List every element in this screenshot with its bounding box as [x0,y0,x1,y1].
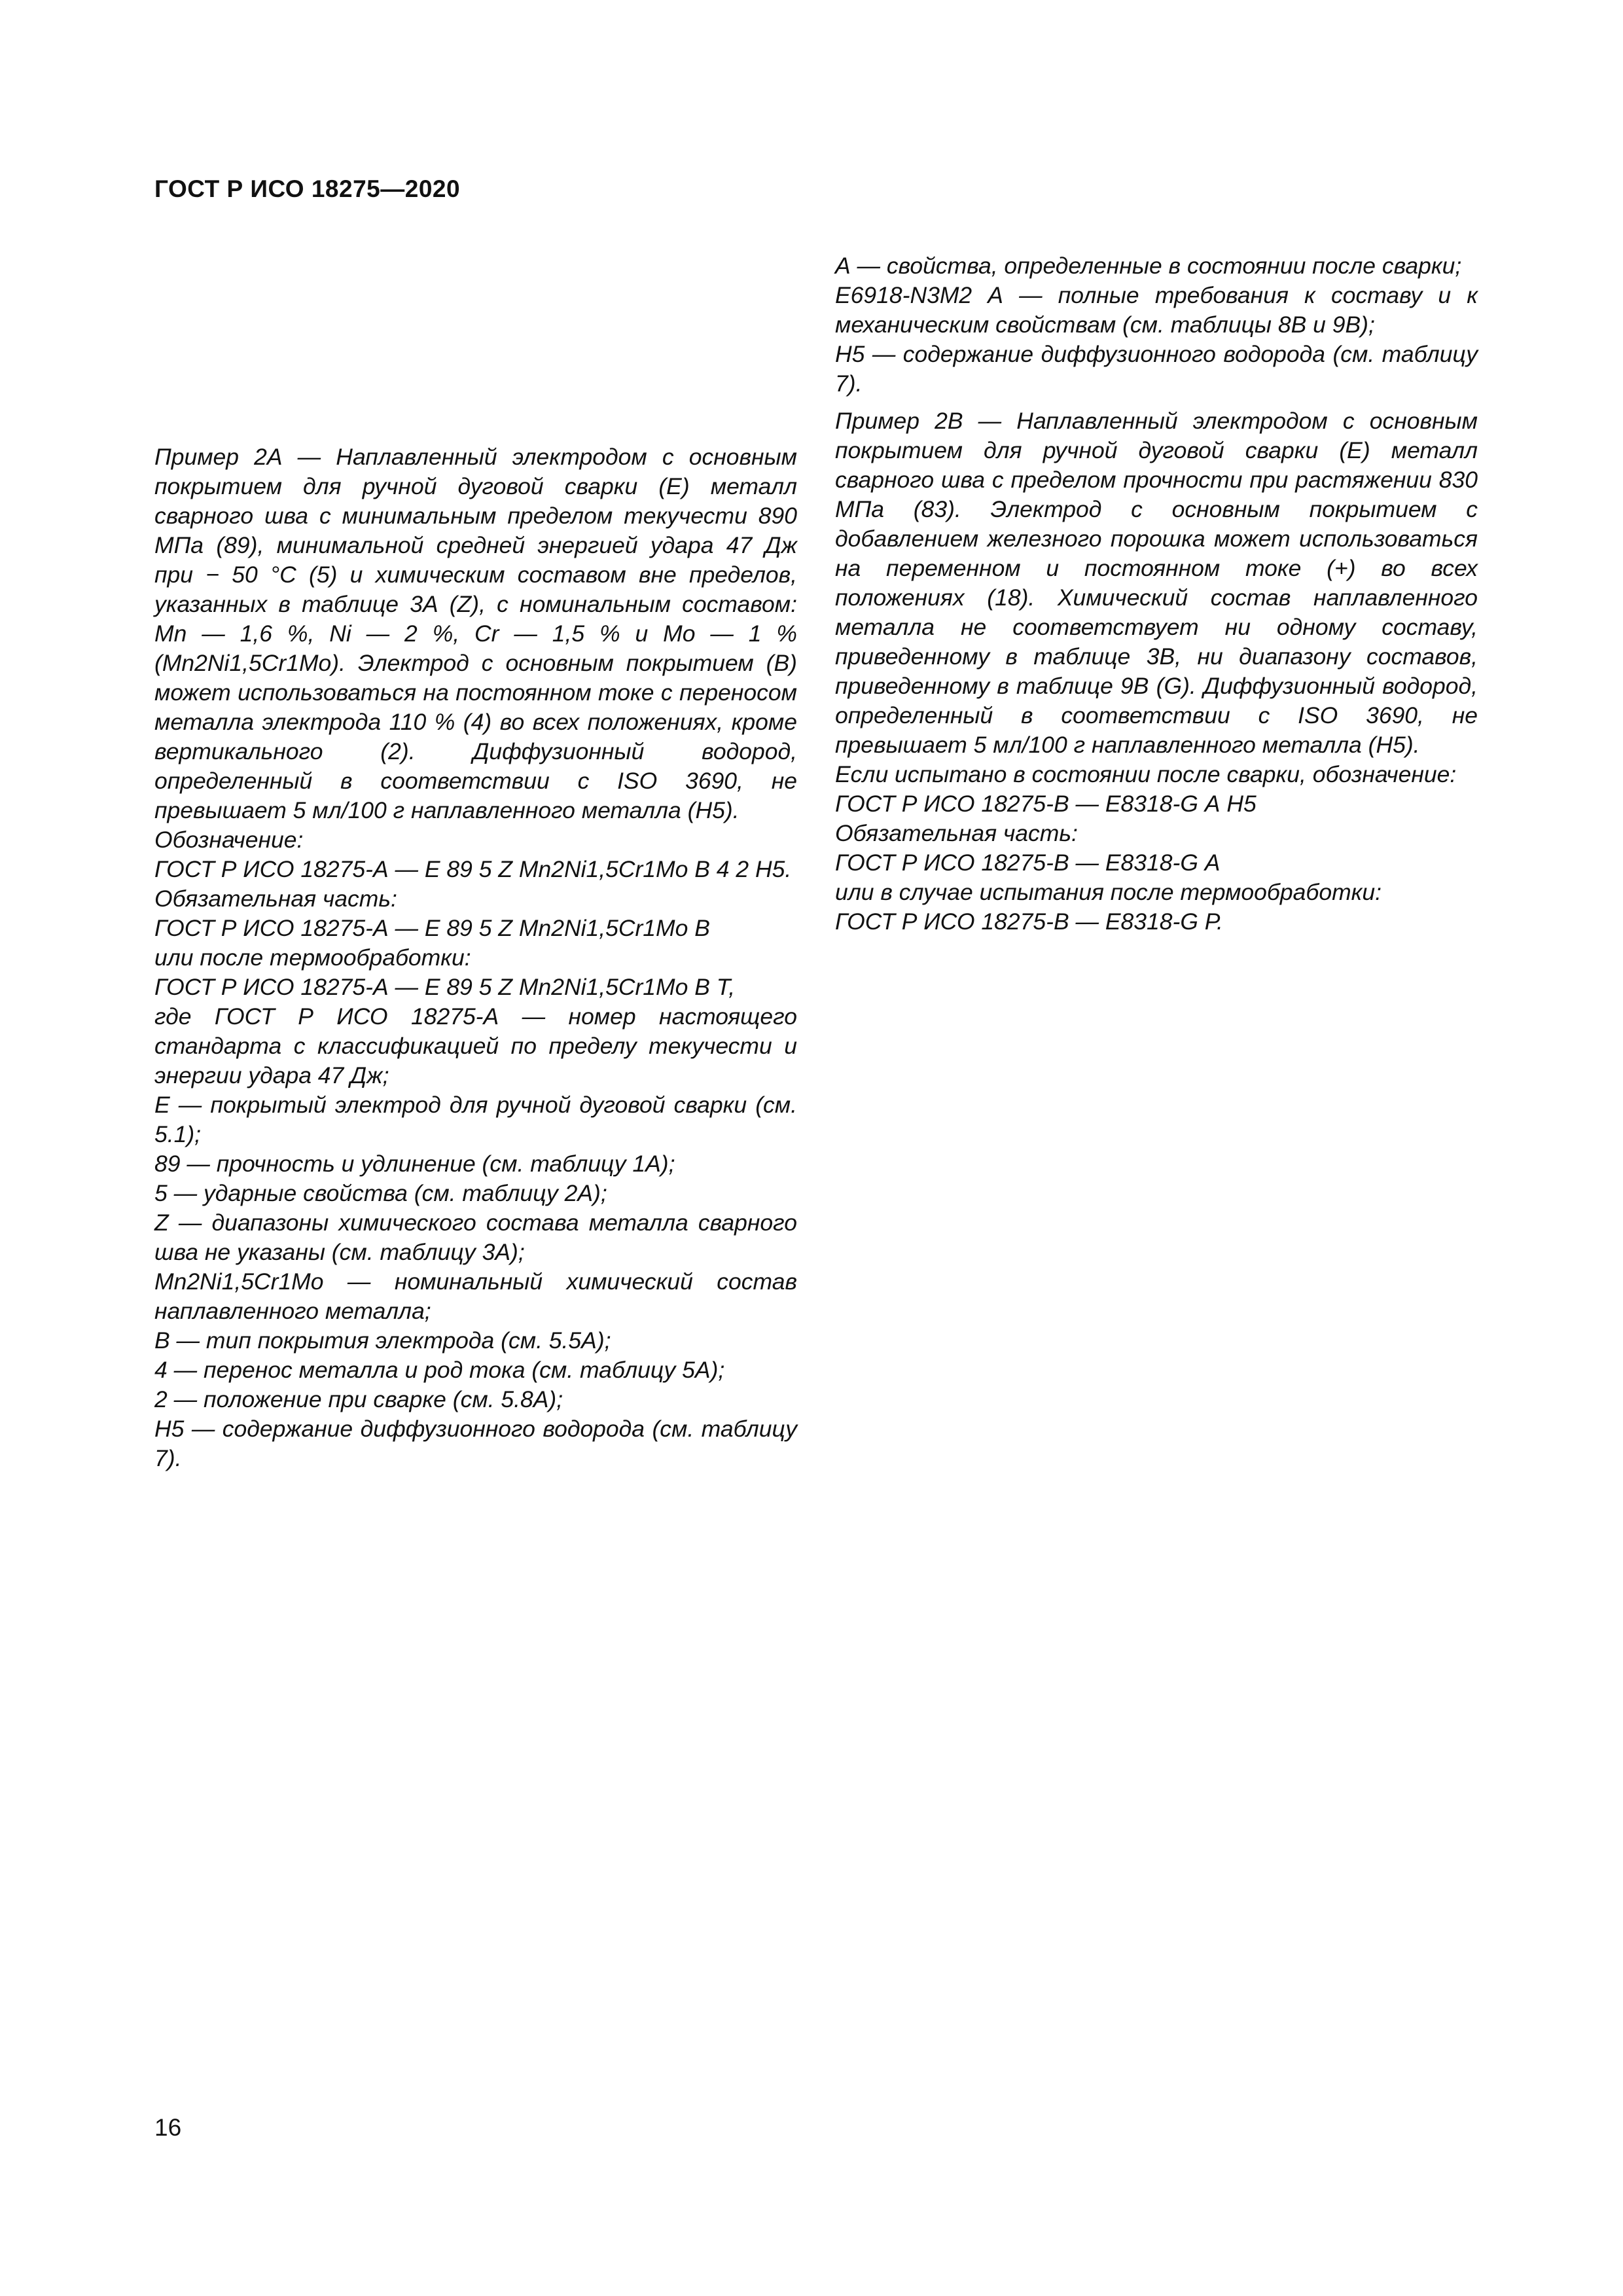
designation-full: ГОСТ Р ИСО 18275-А — Е 89 5 Z Mn2Ni1,5Cr1Mo В 4 2 Н5. [154,856,792,882]
designation-label: Обозначение: [154,827,304,853]
designation-mandatory: ГОСТ Р ИСО 18275-А — Е 89 5 Z Mn2Ni1,5Cr1Mo В [154,915,710,941]
legend-item: Е6918-N3М2 А — полные требования к составу и к механическим свойствам (см. таблицы 8В и 9В); [835,282,1478,338]
legend-item: где ГОСТ Р ИСО 18275-А — номер настоящего стандарта с классификацией по пределу текучести и энергии удара 47 Дж; [154,1003,797,1088]
designation-heat-treated: ГОСТ Р ИСО 18275-В — Е8318-G Р. [835,908,1223,935]
legend-item: А — свойства, определенные в состоянии после сварки; [835,253,1462,279]
after-heat-treatment-label: или в случае испытания после термообработки: [835,879,1382,905]
designation-mandatory: ГОСТ Р ИСО 18275-В — Е8318-G А [835,850,1221,876]
legend-item: Н5 — содержание диффузионного водорода (см. таблицу 7). [154,1416,797,1471]
legend-item: Z — диапазоны химического состава металла сварного шва не указаны (см. таблицу 3А); [154,1210,797,1265]
designation-label: Если испытано в состоянии после сварки, обозначение: [835,761,1457,787]
legend-item: 2 — положение при сварке (см. 5.8А); [154,1386,563,1412]
designation-full: ГОСТ Р ИСО 18275-В — Е8318-G А Н5 [835,791,1257,817]
legend-item: 89 — прочность и удлинение (см. таблицу 1А); [154,1151,675,1177]
legend-item: Mn2Ni1,5Cr1Mo — номинальный химический состав наплавленного металла; [154,1268,797,1324]
legend-item: 5 — ударные свойства (см. таблицу 2А); [154,1180,607,1206]
right-column [835,251,1478,937]
document-header: ГОСТ Р ИСО 18275—2020 [154,175,461,202]
page-number: 16 [154,2114,182,2141]
mandatory-part-label: Обязательная часть: [154,886,397,912]
legend-item: Е — покрытый электрод для ручной дуговой сварки (см. 5.1); [154,1092,797,1147]
legend-item: В — тип покрытия электрода (см. 5.5А); [154,1327,611,1354]
example-2a-paragraph: Пример 2А — Наплавленный электродом с основным покрытием для ручной дуговой сварки (Е) металл сварного шва с минимальным пределом текучести 890 МПа (89), минимальной средней энергией удара 47 Дж при − 50 °С (5) и химическим составом вне пределов, указанных в таблице 3А (Z), с номинальным составом: Mn — 1,6 %, Ni — 2 %, Cr — 1,5 % и Mo — 1 % (Mn2Ni1,5Cr1Mo). Электрод с основным покрытием (В) может использоваться на постоянном токе с переносом металла электрода 110 % (4) во всех положениях, кроме вертикального (2). Диффузионный водород, определенный в соответствии с ISO 3690, не превышает 5 мл/100 г наплавленного металла (Н5). [154,444,797,823]
example-2b-paragraph: Пример 2В — Наплавленный электродом с основным покрытием для ручной дуговой сварки (Е) металл сварного шва с пределом прочности при растяжении 830 МПа (83). Электрод с основным покрытием с добавлением железного порошка может использоваться на переменном и постоянном токе (+) во всех положениях (18). Химический состав наплавленного металла не соответствует ни одному составу, приведенному в таблице 3В, ни диапазону составов, приведенному в таблице 9В (G). Диффузионный водород, определенный в соответствии с ISO 3690, не превышает 5 мл/100 г наплавленного металла (Н5). [835,408,1478,758]
legend-item: Н5 — содержание диффузионного водорода (см. таблицу 7). [835,341,1478,397]
after-heat-treatment-label: или после термообработки: [154,944,471,971]
left-column [154,442,797,1473]
mandatory-part-label: Обязательная часть: [835,820,1078,846]
legend-item: 4 — перенос металла и род тока (см. таблицу 5А); [154,1357,725,1383]
designation-heat-treated: ГОСТ Р ИСО 18275-А — Е 89 5 Z Mn2Ni1,5Cr1Mo В Т, [154,974,736,1000]
